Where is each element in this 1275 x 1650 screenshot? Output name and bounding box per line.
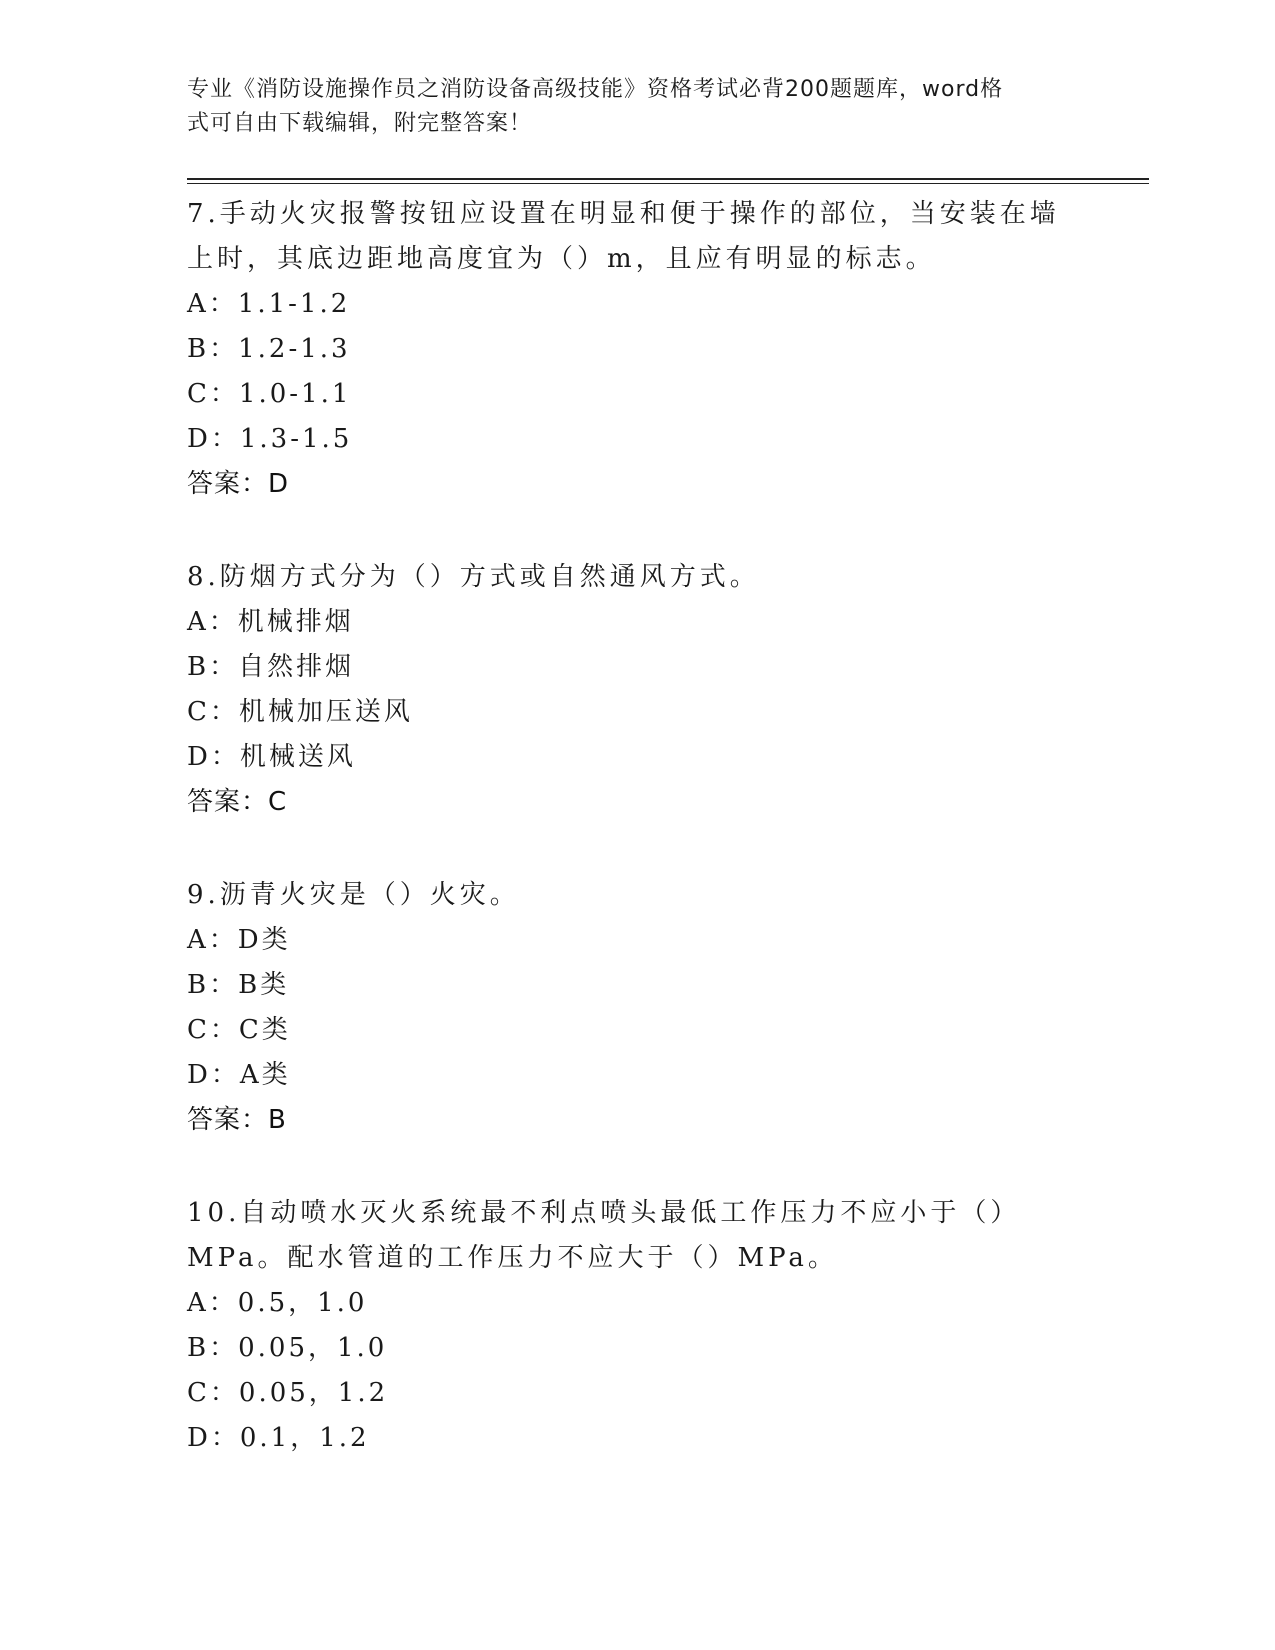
option-key: B： (187, 652, 239, 682)
option-text: D类 (237, 925, 291, 955)
option-text: 机械加压送风 (238, 697, 413, 727)
question-stem: 8.防烟方式分为（）方式或自然通风方式。 (187, 562, 760, 592)
option-key: C： (187, 697, 239, 727)
option-text: A类 (239, 1060, 291, 1090)
option-a (187, 918, 1067, 963)
option-c (187, 690, 1067, 735)
option-d (187, 1416, 1067, 1461)
option-key: B： (187, 970, 239, 1000)
question-stem: 7.手动火灾报警按钮应设置在明显和便于操作的部位，当安装在墙上时，其底边距地高度宜为（）m，且应有明显的标志。 (187, 199, 1060, 274)
option-key: D： (187, 424, 240, 454)
option-key: D： (187, 742, 240, 772)
option-key: D： (187, 1060, 240, 1090)
header-divider-thick (187, 178, 1149, 180)
option-text: 1.1-1.2 (237, 289, 351, 319)
option-text: 1.2-1.3 (238, 334, 351, 364)
option-a (187, 282, 1067, 327)
option-text: 机械排烟 (237, 607, 354, 637)
question-10 (187, 1191, 1067, 1461)
option-key: A： (187, 1288, 238, 1318)
answer-line: 答案：C (187, 787, 288, 817)
option-text: C类 (238, 1015, 291, 1045)
question-stem: 9.沥青火灾是（）火灾。 (187, 880, 520, 910)
question-stem: 10.自动喷水灭火系统最不利点喷头最低工作压力不应小于（）MPa。配水管道的工作压力不应大于（）MPa。 (187, 1198, 1021, 1273)
option-a (187, 1281, 1067, 1326)
option-text: 1.0-1.1 (238, 379, 352, 409)
question-7 (187, 192, 1067, 506)
option-b (187, 645, 1067, 690)
option-key: C： (187, 379, 239, 409)
option-key: D： (187, 1423, 240, 1453)
option-c (187, 1008, 1067, 1053)
question-8 (187, 555, 1067, 824)
option-key: A： (187, 289, 238, 319)
option-text: 机械送风 (239, 742, 356, 772)
option-key: C： (187, 1015, 239, 1045)
option-d (187, 735, 1067, 780)
answer-line: 答案：B (187, 1105, 287, 1135)
option-c (187, 372, 1067, 417)
header-divider-thin (187, 183, 1149, 184)
option-text: 0.5，1.0 (237, 1288, 368, 1318)
header-line-1: 专业《消防设施操作员之消防设备高级技能》资格考试必背200题题库，word格 (187, 77, 1004, 102)
option-a (187, 600, 1067, 645)
option-text: 0.05，1.2 (238, 1378, 389, 1408)
question-9 (187, 873, 1067, 1142)
document-header (187, 73, 1077, 141)
answer-line: 答案：D (187, 469, 290, 499)
option-b (187, 963, 1067, 1008)
option-text: B类 (238, 970, 290, 1000)
option-d (187, 1053, 1067, 1098)
option-key: A： (187, 925, 238, 955)
question-list (187, 192, 1067, 1461)
option-b (187, 327, 1067, 372)
header-line-2: 式可自由下载编辑，附完整答案！ (187, 111, 533, 136)
option-text: 1.3-1.5 (239, 424, 353, 454)
option-text: 0.05，1.0 (238, 1333, 388, 1363)
option-key: C： (187, 1378, 239, 1408)
option-key: B： (187, 1333, 239, 1363)
option-text: 自然排烟 (238, 652, 355, 682)
option-b (187, 1326, 1067, 1371)
option-c (187, 1371, 1067, 1416)
option-d (187, 417, 1067, 462)
option-key: B： (187, 334, 239, 364)
option-key: A： (187, 607, 238, 637)
option-text: 0.1，1.2 (239, 1423, 370, 1453)
